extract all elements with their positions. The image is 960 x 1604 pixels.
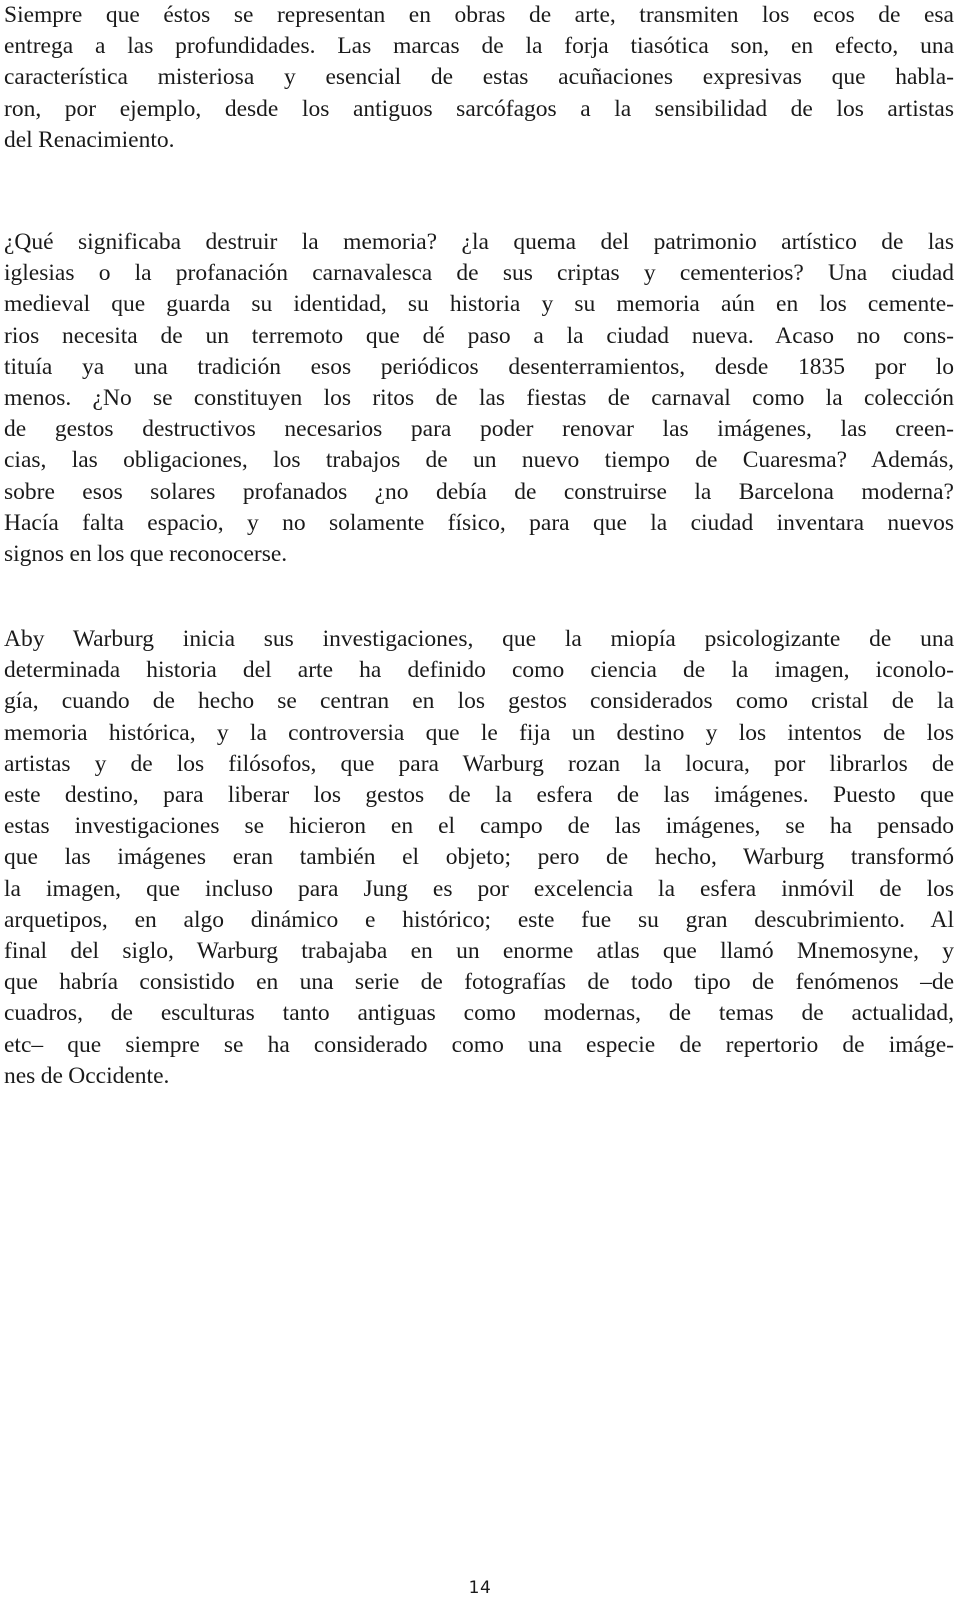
text-line: iglesias o la profanación carnavalesca de sus criptas y cementerios? Una ciudad	[4, 260, 954, 287]
text-line: arquetipos, en algo dinámico e histórico; este fue su gran descubrimiento. Al	[4, 906, 954, 933]
paragraph-3	[4, 624, 954, 1092]
text-line: final del siglo, Warburg trabajaba en un enorme atlas que llamó Mnemosyne, y	[4, 938, 954, 965]
text-line: estas investigaciones se hicieron en el campo de las imágenes, se ha pensado	[4, 813, 954, 840]
text-line: del Renacimiento.	[4, 126, 175, 153]
text-line: de gestos destructivos necesarios para poder renovar las imágenes, las creen-	[4, 416, 954, 443]
text-line: gía, cuando de hecho se centran en los gestos considerados como cristal de la	[4, 688, 954, 715]
text-line: que habría consistido en una serie de fotografías de todo tipo de fenómenos –de	[4, 969, 954, 996]
text-line: etc– que siempre se ha considerado como una especie de repertorio de imáge-	[4, 1031, 954, 1058]
text-line: entrega a las profundidades. Las marcas de la forja tiasótica son, en efecto, una	[4, 33, 954, 60]
text-line: memoria histórica, y la controversia que le fija un destino y los intentos de los	[4, 719, 954, 746]
text-line: este destino, para liberar los gestos de la esfera de las imágenes. Puesto que	[4, 782, 954, 809]
text-line: artistas y de los filósofos, que para Warburg rozan la locura, por librarlos de	[4, 750, 954, 777]
text-line: signos en los que reconocerse.	[4, 541, 288, 568]
text-line: característica misteriosa y esencial de estas acuñaciones expresivas que habla-	[4, 64, 954, 91]
text-line: la imagen, que incluso para Jung es por excelencia la esfera inmóvil de los	[4, 875, 954, 902]
text-line: medieval que guarda su identidad, su historia y su memoria aún en los cemente-	[4, 291, 954, 318]
text-line: que las imágenes eran también el objeto; pero de hecho, Warburg transformó	[4, 844, 954, 871]
text-line: sobre esos solares profanados ¿no debía de construirse la Barcelona moderna?	[4, 478, 954, 505]
text-line: ron, por ejemplo, desde los antiguos sarcófagos a la sensibilidad de los artistas	[4, 95, 954, 122]
text-line: determinada historia del arte ha definido como ciencia de la imagen, iconolo-	[4, 657, 954, 684]
text-line: Hacía falta espacio, y no solamente físico, para que la ciudad inventara nuevos	[4, 509, 954, 536]
text-line: cuadros, de esculturas tanto antiguas como modernas, de temas de actualidad,	[4, 1000, 954, 1027]
text-line: cias, las obligaciones, los trabajos de un nuevo tiempo de Cuaresma? Además,	[4, 447, 954, 474]
paragraph-1	[4, 0, 954, 156]
page-number: 14	[468, 1578, 492, 1598]
text-line: rios necesita de un terremoto que dé paso a la ciudad nueva. Acaso no cons-	[4, 322, 954, 349]
text-line: tituía ya una tradición esos periódicos desenterramientos, desde 1835 por lo	[4, 353, 954, 380]
text-line: Siempre que éstos se representan en obras de arte, transmiten los ecos de esa	[4, 2, 954, 28]
paragraph-2	[4, 227, 954, 570]
text-line: menos. ¿No se constituyen los ritos de las fiestas de carnaval como la colección	[4, 385, 954, 412]
text-line: ¿Qué significaba destruir la memoria? ¿la quema del patrimonio artístico de las	[4, 229, 954, 255]
text-line: nes de Occidente.	[4, 1062, 170, 1089]
text-line: Aby Warburg inicia sus investigaciones, que la miopía psicologizante de una	[4, 626, 954, 652]
